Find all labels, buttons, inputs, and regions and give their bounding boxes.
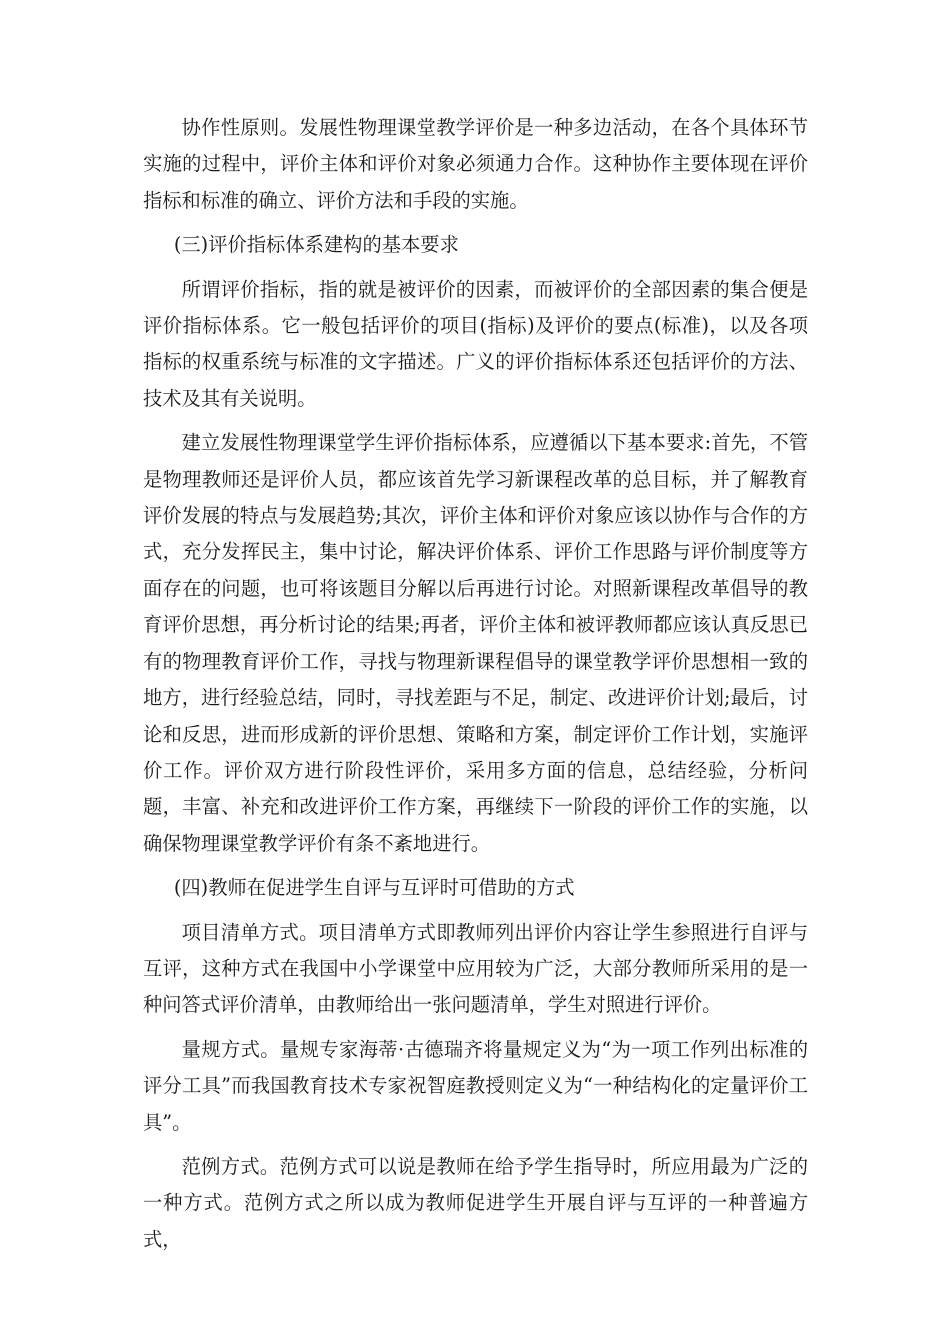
paragraph-indicator-definition: 所谓评价指标，指的就是被评价的因素，而被评价的全部因素的集合便是评价指标体系。它一般包括评价的项目(指标)及评价的要点(标准)，以及各项指标的权重系统与标准的文字描述。广义的评价指标体系还包括评价的方法、技术及其有关说明。	[143, 277, 808, 410]
paragraph-basic-requirements: 建立发展性物理课堂学生评价指标体系，应遵循以下基本要求:首先，不管是物理教师还是评价人员，都应该首先学习新课程改革的总目标，并了解教育评价发展的特点与发展趋势;其次，评价主体和评价对象应该以协作与合作的方式，充分发挥民主，集中讨论，解决评价体系、评价工作思路与评价制度等方面存在的问题，也可将该题目分解以后再进行讨论。对照新课程改革倡导的教育评价思想，再分析讨论的结果;再者，评价主体和被评教师都应该认真反思已有的物理教育评价工作，寻找与物理新课程倡导的课堂教学评价思想相一致的地方，进行经验总结，同时，寻找差距与不足，制定、改进评价计划;最后，讨论和反思，进而形成新的评价思想、策略和方案，制定评价工作计划，实施评价工作。评价双方进行阶段性评价，采用多方面的信息，总结经验，分析问题，丰富、补充和改进评价工作方案，再继续下一阶段的评价工作的实施，以确保物理课堂教学评价有条不紊地进行。	[143, 431, 808, 855]
paragraph-collaboration-principle: 协作性原则。发展性物理课堂教学评价是一种多边活动，在各个具体环节实施的过程中，评价主体和评价对象必须通力合作。这种协作主要体现在评价指标和标准的确立、评价方法和手段的实施。	[143, 116, 808, 212]
section-heading-3: (三)评价指标体系建构的基本要求	[173, 233, 459, 257]
paragraph-example-method: 范例方式。范例方式可以说是教师在给予学生指导时，所应用最为广泛的一种方式。范例方式之所以成为教师促进学生开展自评与互评的一种普遍方式，	[143, 1154, 808, 1251]
paragraph-rubric-method: 量规方式。量规专家海蒂·古德瑞齐将量规定义为“为一项工作列出标准的评分工具”而我国教育技术专家祝智庭教授则定义为“一种结构化的定量评价工具”。	[143, 1037, 808, 1134]
section-heading-4: (四)教师在促进学生自评与互评时可借助的方式	[173, 876, 575, 900]
document-body	[143, 110, 808, 1266]
paragraph-checklist-method: 项目清单方式。项目清单方式即教师列出评价内容让学生参照进行自评与互评，这种方式在我国中小学课堂中应用较为广泛，大部分教师所采用的是一种问答式评价清单，由教师给出一张问题清单，学生对照进行评价。	[143, 920, 808, 1017]
